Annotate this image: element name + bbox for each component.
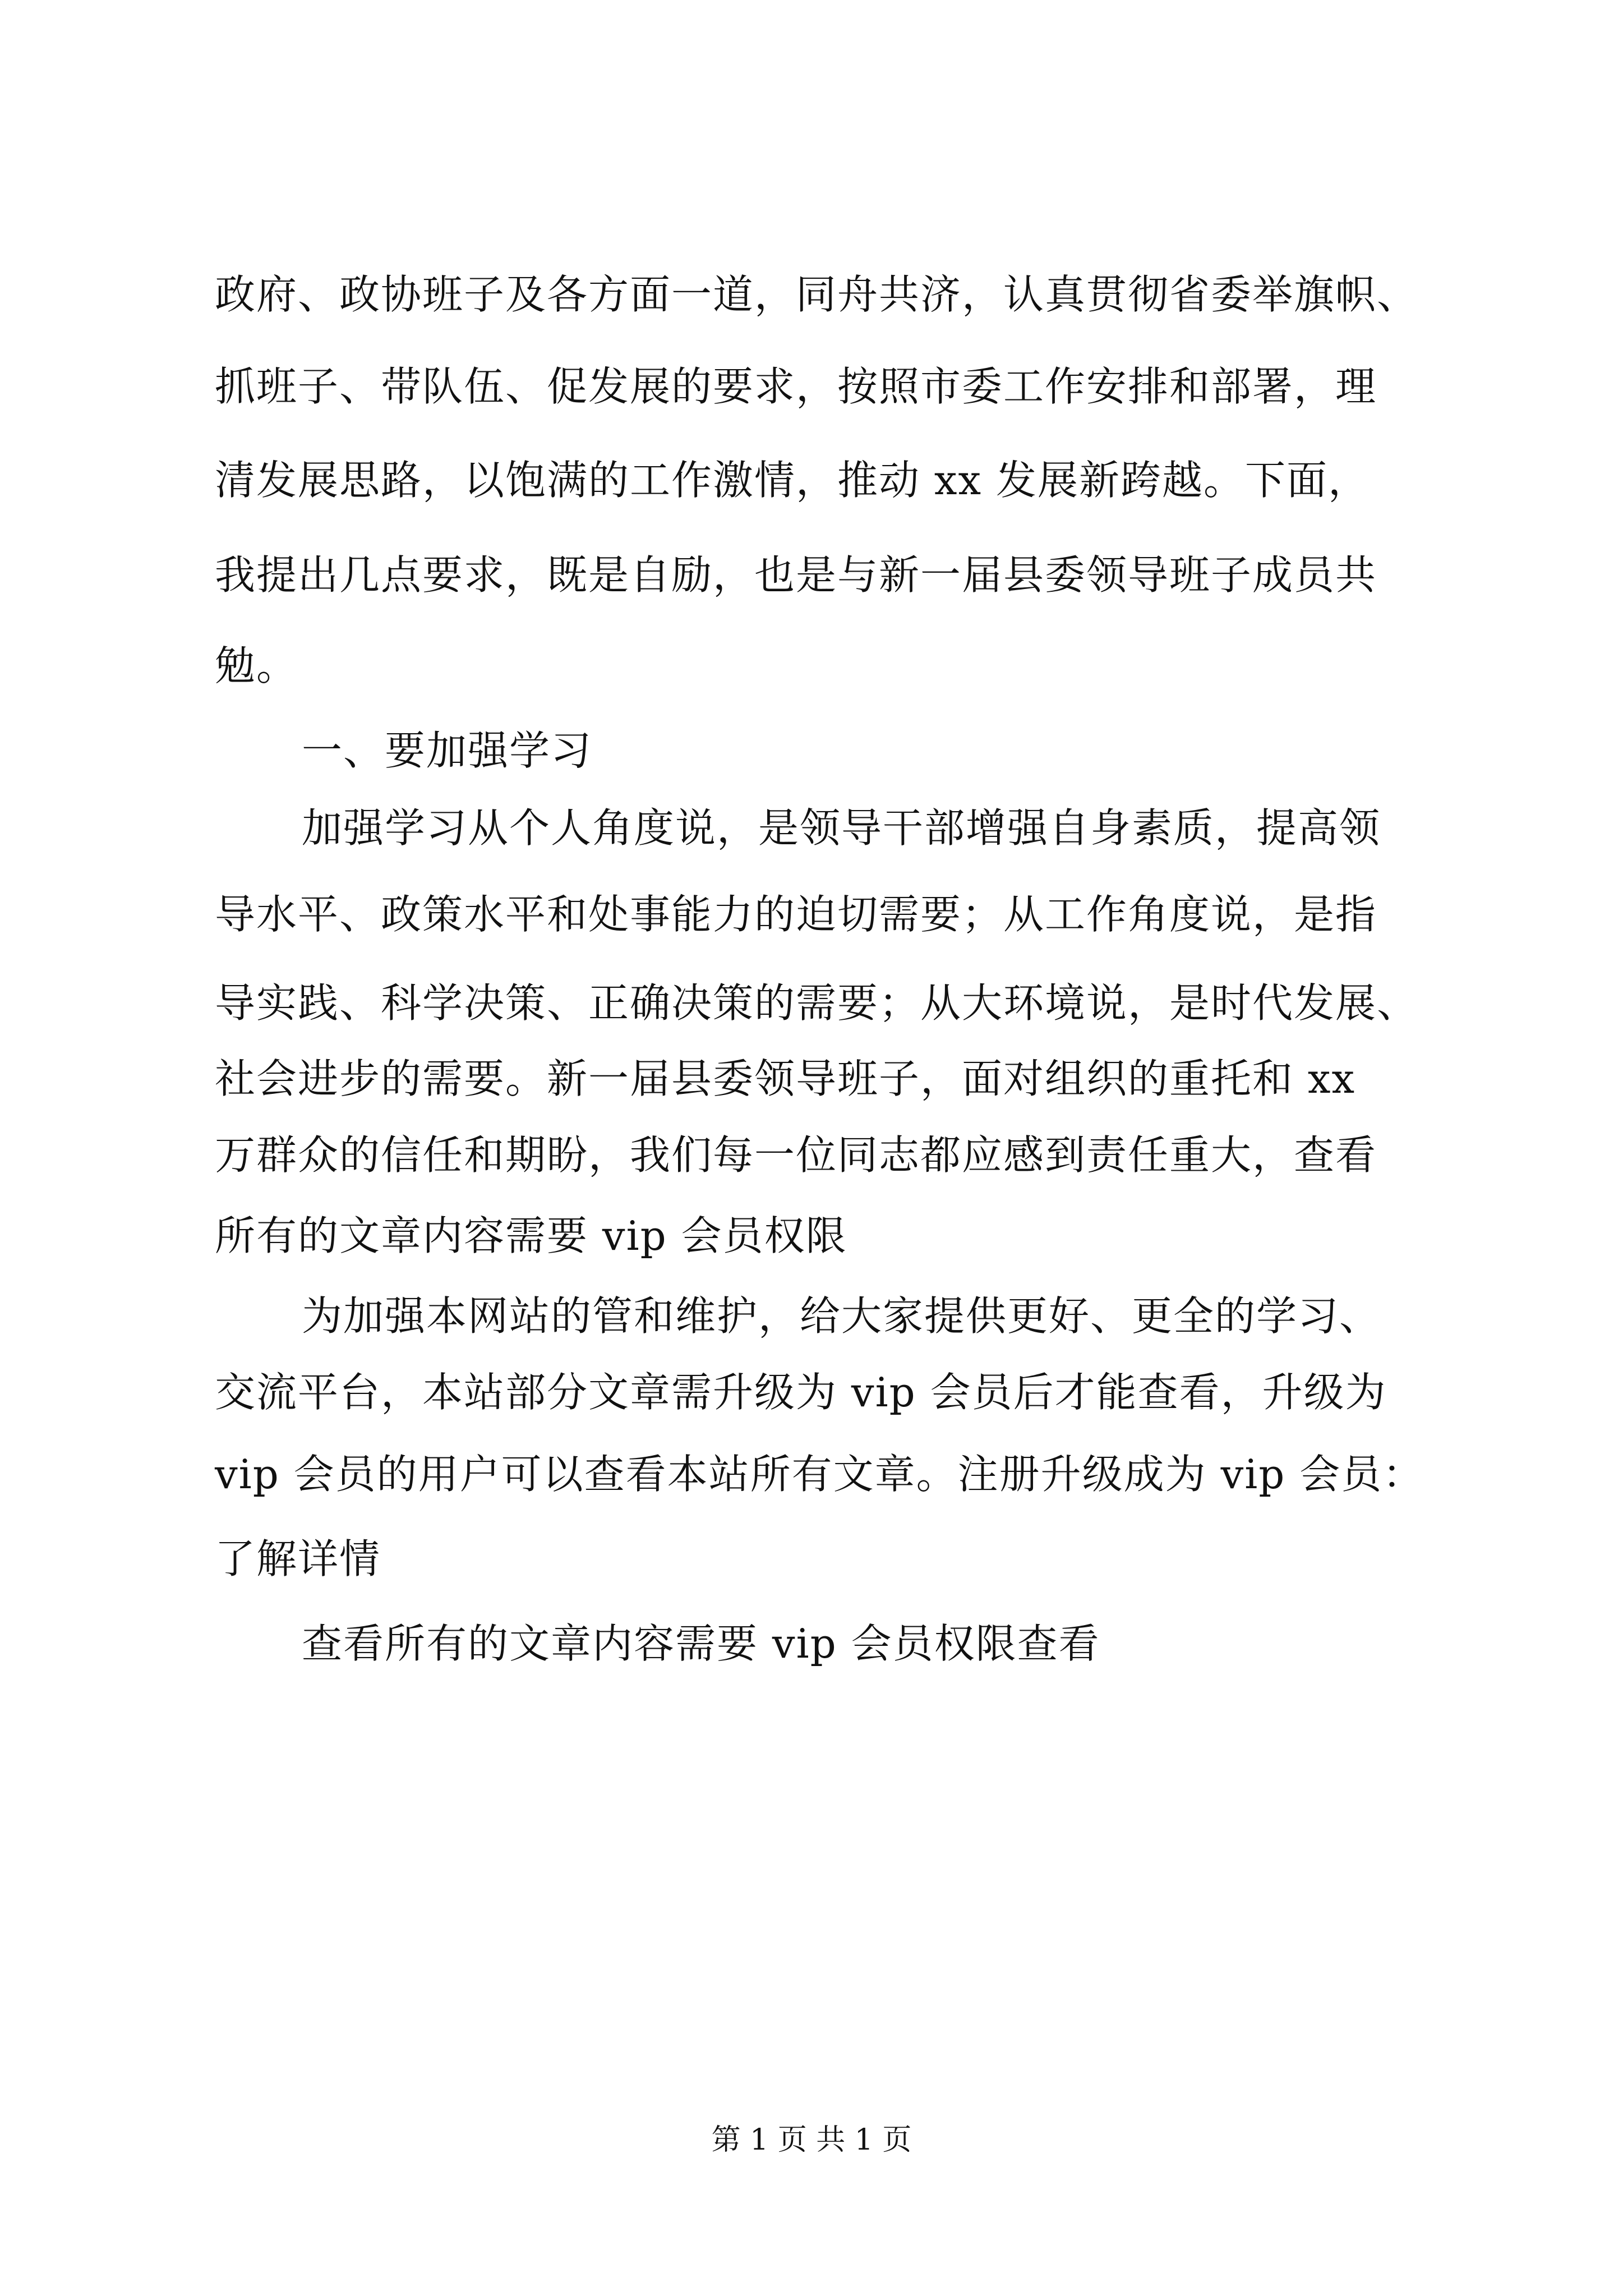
paragraph-line: 为加强本网站的管和维护，给大家提供更好、更全的学习、 [302,1292,1381,1340]
paragraph-line: 万群众的信任和期盼，我们每一位同志都应感到责任重大，查看 [215,1131,1377,1179]
vip-view-link[interactable]: 查看所有的文章内容需要 vip 会员权限查看 [302,1620,1100,1667]
paragraph-line: 我提出几点要求，既是自励，也是与新一届县委领导班子成员共 [215,551,1377,599]
paragraph-line: 所有的文章内容需要 vip 会员权限 [215,1212,847,1259]
paragraph-line: 抓班子、带队伍、促发展的要求，按照市委工作安排和部署，理 [215,363,1377,410]
paragraph-line: 社会进步的需要。新一届县委领导班子，面对组织的重托和 xx [215,1055,1356,1102]
paragraph-line: 政府、政协班子及各方面一道，同舟共济，认真贯彻省委举旗帜、 [215,271,1419,318]
paragraph-line: 清发展思路，以饱满的工作激情，推动 xx 发展新跨越。下面， [215,457,1370,504]
page-number: 第 1 页 共 1 页 [711,2123,912,2157]
paragraph-line: 加强学习从个人角度说，是领导干部增强自身素质，提高领 [302,804,1381,852]
paragraph-line: 勉。 [215,642,298,689]
paragraph-line: 导水平、政策水平和处事能力的迫切需要；从工作角度说，是指 [215,891,1377,938]
paragraph-line: 导实践、科学决策、正确决策的需要；从大环境说，是时代发展、 [215,979,1419,1027]
section-heading: 一、要加强学习 [302,727,593,774]
paragraph-line: vip 会员的用户可以查看本站所有文章。注册升级成为 vip 会员： [215,1451,1424,1498]
paragraph-line: 交流平台，本站部分文章需升级为 vip 会员后才能查看，升级为 [215,1369,1387,1416]
details-link[interactable]: 了解详情 [215,1535,381,1582]
